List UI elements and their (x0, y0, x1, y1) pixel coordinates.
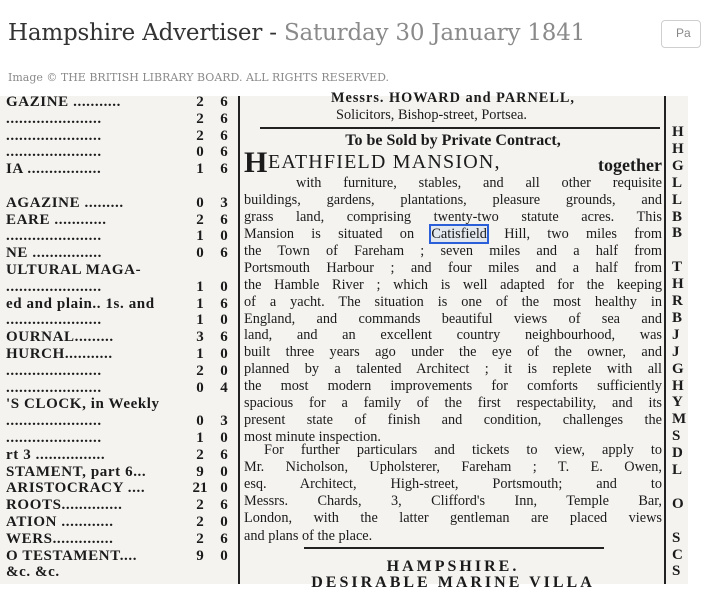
book-title: ...................... (6, 127, 102, 144)
right-column-letter: L (672, 462, 683, 478)
right-column-letter: C (672, 546, 683, 563)
ad-bottom-partial: DESIRABLE MARINE VILLA (311, 574, 595, 591)
book-list-row (0, 363, 236, 380)
book-title: ...................... (6, 413, 102, 430)
right-column-letter: G (672, 157, 684, 174)
book-title: rt 3 ................ (6, 446, 106, 463)
ad-para2-line: Mr. Nicholson, Upholsterer, Fareham ; T. E. Owen, (244, 459, 662, 476)
ad-body-line: Portsmouth Harbour ; and four miles and a half from (244, 259, 662, 276)
ad-body-line: present state of finish and condition, challenges the (244, 411, 662, 428)
right-column-letter: B (672, 208, 683, 225)
book-list-row (0, 245, 236, 262)
price-shillings: 2 (196, 530, 204, 547)
right-column-letter: B (672, 309, 683, 326)
price-pence: 6 (220, 94, 228, 110)
book-list-row (0, 346, 236, 363)
mansion-suffix: Hill, two miles from (504, 226, 663, 242)
book-list-row (0, 329, 236, 346)
price-pence: 0 (220, 362, 228, 379)
price-shillings: 1 (196, 430, 204, 446)
book-title: ...................... (6, 144, 102, 161)
book-list-row (0, 380, 236, 397)
price-pence: 0 (220, 430, 228, 446)
price-shillings: 2 (196, 94, 204, 110)
book-list-row (0, 480, 236, 497)
price-pence: 6 (220, 446, 228, 463)
right-column-letter: H (672, 124, 684, 140)
newspaper-scan-viewer[interactable] (0, 90, 688, 591)
ad-mansion-line (244, 226, 662, 243)
price-pence: 6 (220, 211, 228, 228)
right-column-letter: S (672, 529, 681, 546)
right-column-partial (668, 96, 688, 584)
price-pence: 6 (220, 497, 228, 514)
price-pence: 0 (220, 278, 228, 295)
book-title: ...................... (6, 379, 102, 396)
book-title: NE ................ (6, 245, 102, 262)
price-pence: 6 (220, 329, 228, 346)
price-pence: 6 (220, 144, 228, 161)
price-shillings: 2 (196, 127, 204, 144)
ad-divider-top (260, 127, 660, 129)
book-list-row (0, 228, 236, 245)
price-pence: 0 (220, 480, 228, 497)
book-title: STAMENT, part 6... (6, 463, 147, 480)
ad-divider-bottom (304, 547, 604, 549)
price-shillings: 0 (196, 194, 204, 211)
book-list-row (0, 464, 236, 481)
left-column-book-list (0, 96, 236, 584)
price-shillings: 0 (196, 144, 204, 161)
book-list-row (0, 111, 236, 128)
book-list-row (0, 178, 236, 195)
ad-subtitle: To be Sold by Private Contract, (345, 132, 561, 149)
book-title: WERS.............. (6, 530, 114, 547)
book-list-row (0, 94, 236, 111)
ad-body-line: the Hamble River ; which is well adapted for the keeping (244, 276, 662, 293)
price-shillings: 0 (196, 413, 204, 430)
right-column-letter: J (672, 343, 680, 360)
price-shillings: 2 (196, 211, 204, 228)
book-list-row (0, 312, 236, 329)
right-column-letter: B (672, 225, 683, 242)
image-credit: Image © THE BRITISH LIBRARY BOARD. ALL RIGHTS RESERVED. (8, 71, 390, 84)
price-pence: 6 (220, 110, 228, 127)
price-shillings: 0 (196, 379, 204, 396)
price-pence: 0 (220, 312, 228, 329)
price-pence: 0 (220, 463, 228, 480)
book-title: ...................... (6, 228, 102, 245)
book-title: ...................... (6, 430, 102, 446)
ad-body-line: the Town of Fareham ; seven miles and a half from (244, 242, 662, 259)
ad-body-line: buildings, gardens, plantations, pleasure grounds, and (244, 192, 662, 208)
page-search-button[interactable]: Pa (661, 20, 701, 48)
price-shillings: 1 (196, 312, 204, 329)
heading-line-2: with furniture, stables, and all other requisite (296, 175, 662, 191)
book-title: ROOTS.............. (6, 497, 123, 514)
price-shillings: 9 (196, 547, 204, 564)
heading-mansion-name: EATHFIELD MANSION, (268, 151, 501, 173)
right-column-letter: L (672, 174, 683, 191)
book-list-row (0, 548, 236, 565)
book-title: ULTURAL MAGA- (6, 262, 142, 278)
ad-para2-line: Messrs. Chards, 3, Clifford's Inn, Temple Bar, (244, 493, 662, 510)
ad-para2-line: For further particulars and tickets to view, apply to (264, 442, 662, 458)
book-title: O TESTAMENT.... (6, 547, 138, 564)
search-highlight-catisfield[interactable]: Catisfield (431, 226, 487, 242)
price-shillings: 3 (196, 329, 204, 346)
book-list-row (0, 497, 236, 514)
book-list-row (0, 212, 236, 229)
ad-solicitors-line: Solicitors, Bishop-street, Portsea. (336, 107, 528, 123)
book-list-row (0, 296, 236, 313)
right-column-letter: S (672, 563, 681, 580)
ad-body-line: grass land, comprising twenty-two statute acres. This (244, 209, 662, 225)
right-column-letter: M (672, 411, 687, 428)
book-title: ...................... (6, 278, 102, 295)
ad-body-line: of a yacht. The situation is one of the most healthy in (244, 293, 662, 310)
price-pence: 6 (220, 161, 228, 178)
book-list-row (0, 447, 236, 464)
right-column-letter: R (672, 293, 683, 309)
heading-initial: H (244, 146, 268, 179)
viewer-header (0, 0, 691, 96)
mansion-prefix: Mansion is situated on (244, 226, 432, 242)
right-column-letter: J (672, 326, 680, 343)
price-shillings: 2 (196, 110, 204, 127)
issue-date: Saturday 30 January 1841 (283, 20, 586, 46)
book-title: ...................... (6, 110, 102, 127)
center-column-advertisement (244, 90, 663, 591)
book-title: ARISTOCRACY .... (6, 480, 146, 497)
book-title: GAZINE ........... (6, 94, 121, 110)
right-column-letter: H (672, 276, 684, 293)
right-column-letter: H (672, 377, 684, 394)
book-list-row (0, 531, 236, 548)
column-rule-right (664, 96, 666, 584)
book-title: ...................... (6, 312, 102, 329)
ad-body-line: the most modern improvements for comforts sufficiently (244, 378, 662, 395)
price-pence: 6 (220, 295, 228, 312)
book-list-row (0, 430, 236, 447)
price-shillings: 1 (196, 346, 204, 362)
book-title: OURNAL......... (6, 329, 114, 346)
ad-body-line: England, and commands beautiful views of sea and (244, 310, 662, 327)
price-shillings: 0 (196, 245, 204, 262)
price-pence: 3 (220, 413, 228, 430)
right-column-letter: T (672, 259, 683, 276)
page-title (8, 20, 585, 46)
price-pence: 6 (220, 127, 228, 144)
book-list-row (0, 514, 236, 531)
price-pence: 4 (220, 379, 228, 396)
price-shillings: 2 (196, 362, 204, 379)
price-shillings: 9 (196, 463, 204, 480)
ad-body-line: land, and an excellent country neighbourhood, was (244, 327, 662, 344)
newspaper-name: Hampshire Advertiser (8, 20, 263, 46)
book-list-row (0, 161, 236, 178)
book-list-row (0, 564, 236, 581)
book-list-row (0, 413, 236, 430)
title-separator: - (262, 20, 284, 46)
price-pence: 0 (220, 547, 228, 564)
ad-para2-line: London, with the latter gentleman are placed views (244, 510, 662, 527)
price-shillings: 1 (196, 295, 204, 312)
book-title: HURCH........... (6, 346, 113, 362)
price-shillings: 2 (196, 497, 204, 514)
heading-together: together (598, 155, 662, 175)
ad-body-line: planned by a talented Architect ; it is replete with all (244, 361, 662, 378)
book-list-row (0, 144, 236, 161)
ad-para2-line: and plans of the place. (244, 527, 373, 544)
right-column-letter: G (672, 360, 684, 377)
ad-para2-line: esq. Architect, High-street, Portsmouth; and to (244, 476, 662, 493)
ad-body-line: most minute inspection. (244, 428, 382, 445)
section-heading: HAMPSHIRE. (386, 558, 520, 575)
book-title: ed and plain.. 1s. and (6, 295, 155, 312)
price-pence: 3 (220, 194, 228, 211)
book-list-row (0, 262, 236, 279)
price-shillings: 2 (196, 446, 204, 463)
book-title: IA ................. (6, 161, 102, 178)
right-column-letter: Y (672, 394, 683, 411)
ad-body-line: spacious for a family of the first respectability, and its (244, 395, 662, 411)
book-title: ...................... (6, 362, 102, 379)
right-column-letter: S (672, 428, 681, 445)
book-list-row (0, 128, 236, 145)
price-shillings: 21 (192, 480, 208, 497)
price-shillings: 1 (196, 278, 204, 295)
price-shillings: 1 (196, 161, 204, 178)
book-title: ATION ............ (6, 514, 114, 530)
right-column-letter: H (672, 140, 684, 157)
book-title: &c. &c. (6, 564, 60, 581)
column-rule-left (238, 96, 240, 584)
price-pence: 0 (220, 514, 228, 530)
book-list-row (0, 195, 236, 212)
ad-body-line: built three years ago under the eye of the owner, and (244, 344, 662, 361)
price-pence: 6 (220, 530, 228, 547)
right-column-letter: L (672, 191, 683, 208)
right-column-letter: D (672, 445, 683, 462)
book-list-row (0, 279, 236, 296)
book-title: EARE ............ (6, 211, 107, 228)
book-title: 'S CLOCK, in Weekly (6, 396, 160, 413)
price-shillings: 1 (196, 228, 204, 245)
book-title: AGAZINE ......... (6, 194, 124, 211)
book-list-row (0, 396, 236, 413)
price-pence: 0 (220, 346, 228, 362)
price-pence: 6 (220, 245, 228, 262)
right-column-letter: O (672, 495, 684, 512)
price-pence: 0 (220, 228, 228, 245)
price-shillings: 2 (196, 514, 204, 530)
ad-top-partial: Messrs. HOWARD and PARNELL, (331, 90, 575, 106)
